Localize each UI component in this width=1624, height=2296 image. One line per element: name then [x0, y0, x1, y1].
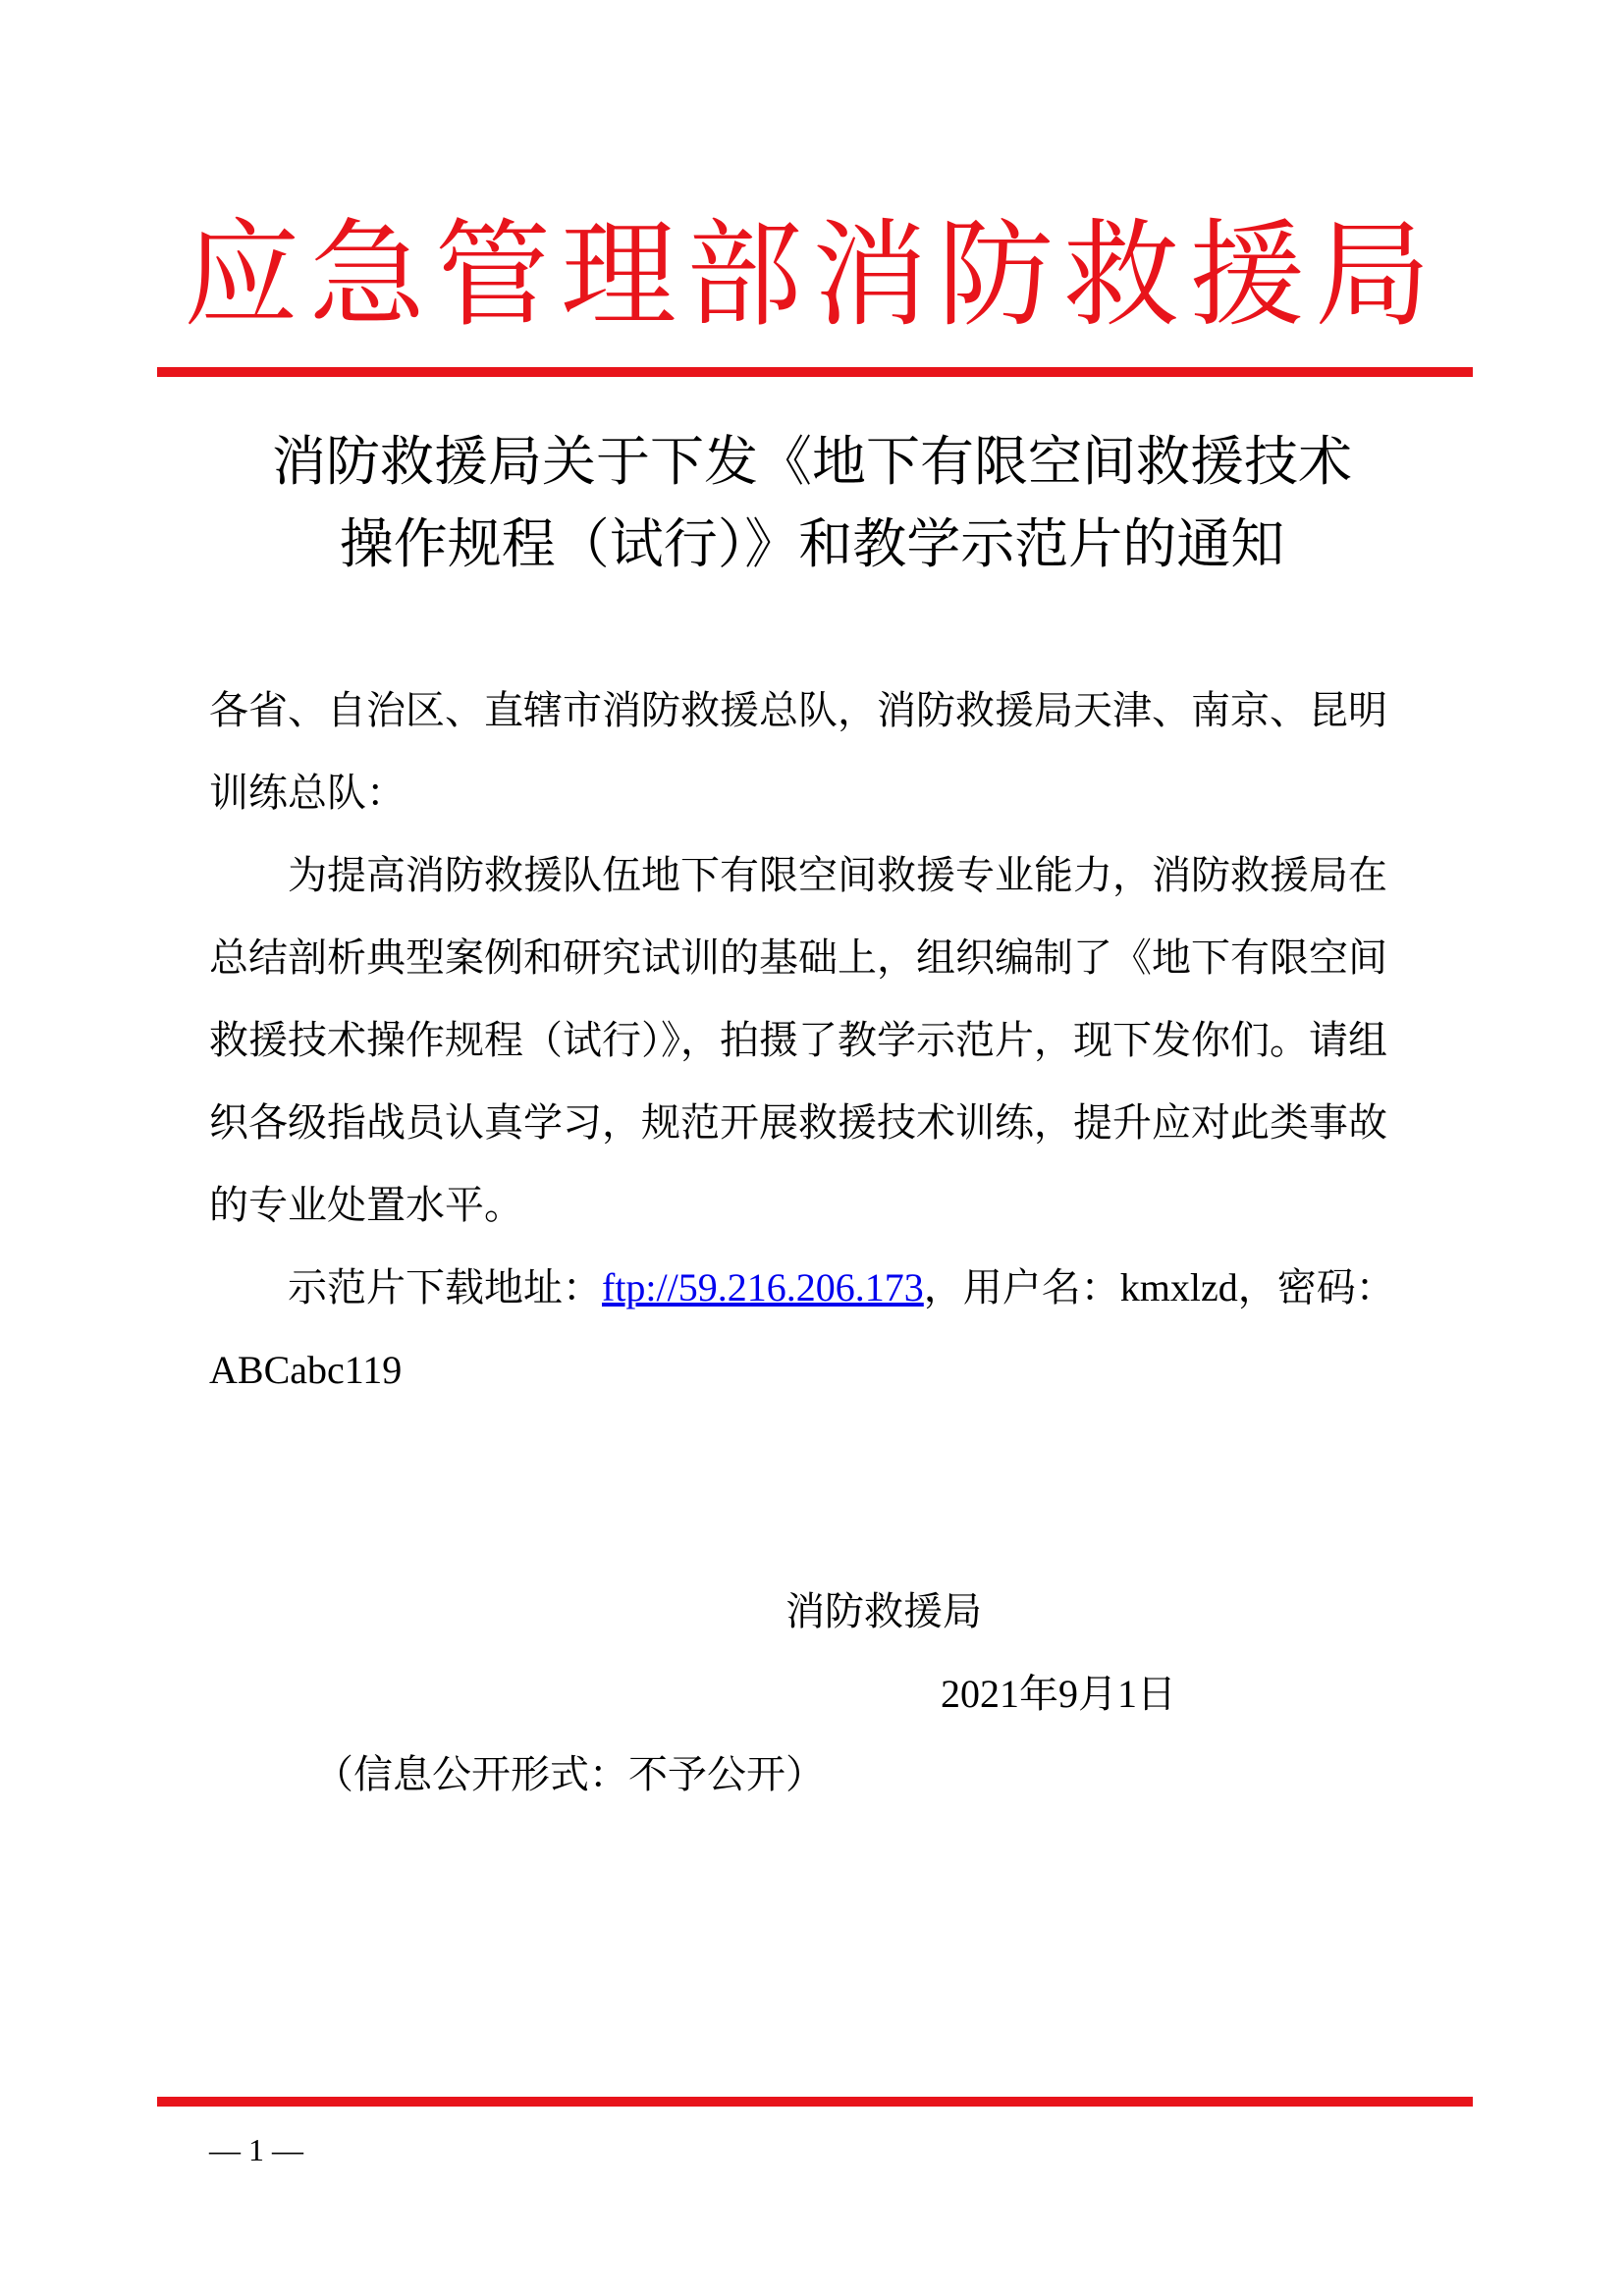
signature-date	[941, 1653, 1176, 1735]
ftp-link[interactable]: ftp://59.216.206.173	[602, 1265, 924, 1309]
body-paragraph: 为提高消防救援队伍地下有限空间救援专业能力，消防救援局在总结剖析典型案例和研究试训的基础上，组织编制了《地下有限空间救援技术操作规程（试行）》，拍摄了教学示范片，现下发你们。请组织各级指战员认真学习，规范开展救援技术训练，提升应对此类事故的专业处置水平。	[209, 853, 1387, 1228]
notice-title-line-1: 消防救援局关于下发《地下有限空间救援技术	[271, 430, 1352, 493]
date-day: 1	[1117, 1672, 1137, 1716]
download-info	[209, 1247, 1423, 1412]
download-label: 示范片下载地址：	[288, 1265, 602, 1310]
password-label: ，密码：	[1237, 1265, 1395, 1310]
page-number: — 1 —	[209, 2132, 303, 2167]
footer-red-rule	[157, 2097, 1473, 2107]
disclosure-note: （信息公开形式：不予公开）	[314, 1752, 825, 1797]
date-year: 2021	[941, 1672, 1019, 1716]
username-label: ，用户名：	[923, 1265, 1120, 1310]
signature-org: 消防救援局	[785, 1589, 982, 1634]
addressee: 各省、自治区、直辖市消防救援总队，消防救援局天津、南京、昆明训练总队：	[209, 688, 1387, 816]
username-value: kmxlzd	[1119, 1265, 1238, 1309]
date-month-unit: 月	[1078, 1672, 1117, 1717]
masthead-red-rule	[157, 367, 1473, 377]
password-value: ABCabc119	[209, 1348, 403, 1392]
date-year-unit: 年	[1019, 1672, 1058, 1717]
date-day-unit: 日	[1137, 1672, 1176, 1717]
notice-title-line-2: 操作规程（试行）》和教学示范片的通知	[339, 512, 1285, 575]
masthead-title: 应急管理部消防救援局	[183, 207, 1440, 343]
date-month: 9	[1058, 1672, 1078, 1716]
